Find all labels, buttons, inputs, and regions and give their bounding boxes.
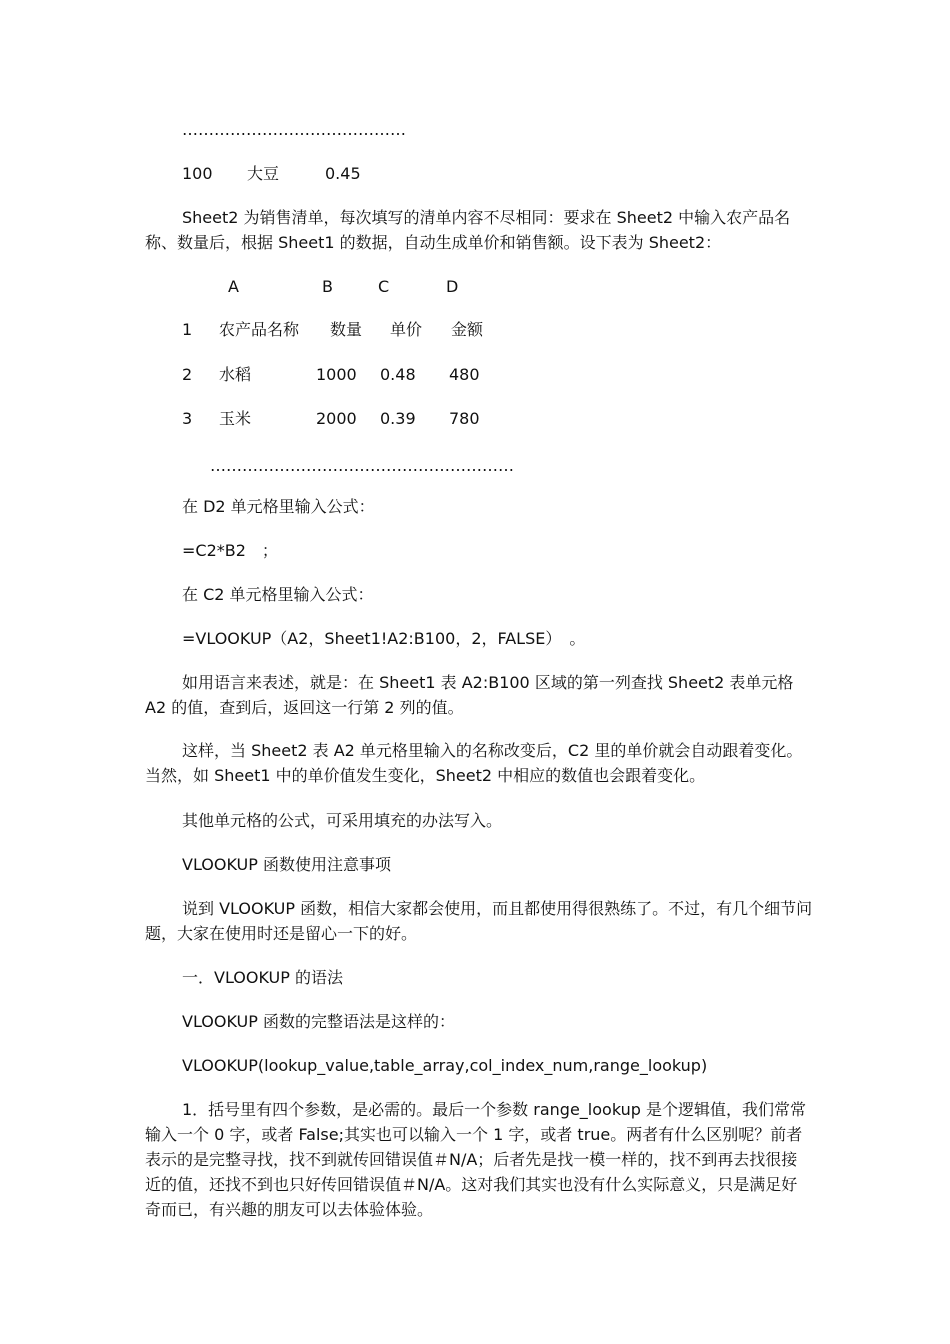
table-cell: 2000: [316, 409, 357, 428]
table-cell: 0.48: [380, 365, 416, 384]
table-cell: 单价: [390, 320, 423, 339]
column-letter: C: [378, 277, 390, 296]
table-cell: 数量: [330, 320, 363, 339]
table-cell: 金额: [451, 320, 484, 339]
table-cell: 水稻: [219, 365, 252, 384]
table-cell: 1000: [316, 365, 357, 384]
table-cell: 780: [449, 409, 480, 428]
paragraph-fill: 其他单元格的公式，可采用填充的办法写入。: [182, 811, 503, 830]
paragraph-intro2: 说到 VLOOKUP 函数，相信大家都会使用，而且都使用得很熟练了。不过，有几个细节问题，大家在使用时还是留心一下的好。: [145, 899, 813, 943]
column-letter: D: [446, 277, 459, 296]
unit-price: 0.45: [325, 164, 361, 183]
paragraph-explain: 如用语言来表述，就是：在 Sheet1 表 A2:B100 区域的第一列查找 Sheet2 表单元格 A2 的值，查到后，返回这一行第 2 列的值。: [145, 673, 794, 717]
table-cell: 0.39: [380, 409, 416, 428]
c2-instruction: 在 C2 单元格里输入公式：: [182, 585, 374, 604]
table-cell: 玉米: [219, 409, 252, 428]
d2-formula: =C2*B2 ；: [182, 541, 278, 560]
column-letter: B: [322, 277, 333, 296]
table-cell: 3: [182, 409, 193, 428]
product-name: 大豆: [247, 164, 280, 183]
section-heading: VLOOKUP 函数使用注意事项: [182, 855, 391, 874]
row-number: 100: [182, 164, 213, 183]
column-letter: A: [228, 277, 239, 296]
c2-formula: =VLOOKUP（A2，Sheet1!A2:B100，2，FALSE） 。: [182, 629, 586, 648]
table-cell: 1: [182, 320, 193, 339]
syntax-formula: VLOOKUP(lookup_value,table_array,col_index_num,range_lookup): [182, 1056, 708, 1075]
table-separator-dots: …………………………………………………: [210, 456, 514, 475]
paragraph-point1: 1．括号里有四个参数，是必需的。最后一个参数 range_lookup 是个逻辑值，我们常常输入一个 0 字，或者 False;其实也可以输入一个 1 字，或者 true。两者有什么区别呢？前者表示的是完整寻找，找不到就传回错误值＃N/A；后者先是找一模一样的，找不到再去找很接近的值，还找不到也只好传回错误值＃N/A。这对我们其实也没有什么实际意义，只是满足好奇而已，有兴趣的朋友可以去体验体验。: [145, 1100, 806, 1219]
intro-paragraph: Sheet2 为销售清单，每次填写的清单内容不尽相同：要求在 Sheet2 中输入农产品名称、数量后，根据 Sheet1 的数据，自动生成单价和销售额。设下表为 Sheet2：: [145, 208, 791, 252]
separator-dots: ……………………………………: [182, 120, 406, 139]
paragraph-auto: 这样，当 Sheet2 表 A2 单元格里输入的名称改变后，C2 里的单价就会自动跟着变化。当然，如 Sheet1 中的单价值发生变化，Sheet2 中相应的数值也会跟着变化。: [145, 741, 803, 785]
syntax-intro: VLOOKUP 函数的完整语法是这样的：: [182, 1012, 455, 1031]
d2-instruction: 在 D2 单元格里输入公式：: [182, 497, 375, 516]
table-cell: 2: [182, 365, 193, 384]
subheading-syntax: 一．VLOOKUP 的语法: [182, 968, 343, 987]
table-cell: 农产品名称: [219, 320, 300, 339]
table-cell: 480: [449, 365, 480, 384]
